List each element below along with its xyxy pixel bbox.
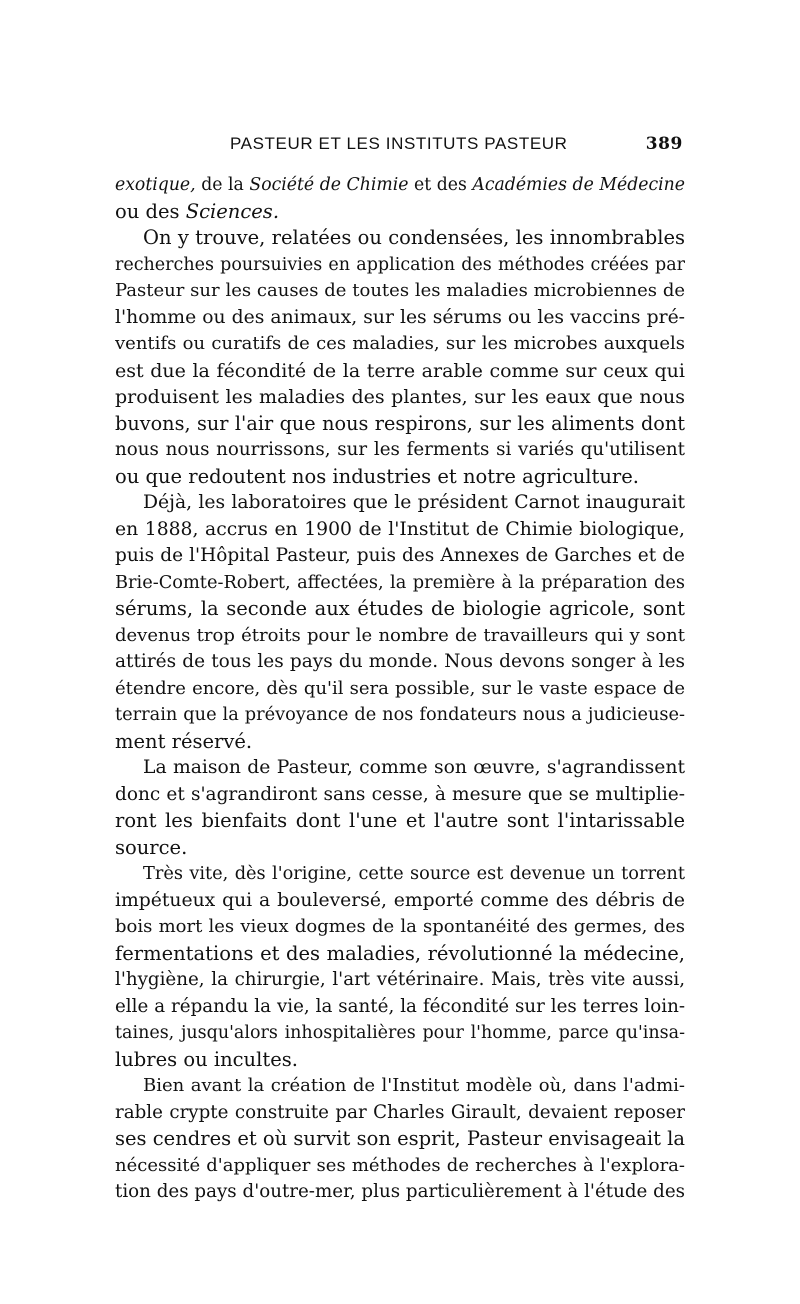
text-line <box>115 358 685 385</box>
text-line <box>115 888 685 915</box>
text-line <box>115 1126 685 1153</box>
italic-text: Société de Chimie <box>249 175 409 195</box>
text-line <box>115 782 685 809</box>
text-run: buvons, sur l'air que nous respirons, sur les aliments dont <box>115 411 685 435</box>
text-line <box>115 702 685 729</box>
paragraph <box>115 490 685 755</box>
text-run: donc et s'agrandiront sans cesse, à mesure que se multiplie- <box>115 783 685 805</box>
text-run: nécessité d'appliquer ses méthodes de recherches à l'explora- <box>115 1154 685 1176</box>
text-line <box>115 967 685 994</box>
text-line <box>115 225 685 252</box>
text-line <box>115 464 685 491</box>
text-line <box>115 543 685 570</box>
body-text <box>115 172 685 1206</box>
text-run: terrain que la prévoyance de nos fondateurs nous a judicieuse- <box>115 705 685 725</box>
text-run: ses cendres et où survit son esprit, Pasteur envisageait la <box>115 1127 685 1150</box>
text-line <box>115 437 685 464</box>
text-line <box>115 1100 685 1127</box>
text-line <box>115 914 685 941</box>
text-line <box>115 729 685 756</box>
paragraph <box>115 172 685 225</box>
text-run: recherches poursuivies en application des méthodes créées par <box>115 254 685 275</box>
text-line <box>115 1153 685 1180</box>
text-line <box>115 252 685 279</box>
text-line <box>115 331 685 358</box>
text-line <box>115 278 685 305</box>
text-run: Très vite, dès l'origine, cette source est devenue un torrent <box>143 864 685 884</box>
text-run: fermentations et des maladies, révolutionné la médecine, <box>115 941 685 965</box>
text-run: de la <box>195 175 250 195</box>
text-run: l'homme ou des animaux, sur les sérums ou les vaccins pré- <box>115 306 685 328</box>
text-run: taines, jusqu'alors inhospitalières pour l'homme, parce qu'insa- <box>115 1023 685 1043</box>
text-line <box>115 1179 685 1206</box>
text-run: Bien avant la création de l'Institut modèle où, dans l'admi- <box>143 1075 685 1096</box>
text-run: puis de l'Hôpital Pasteur, puis des Annexes de Garches et de <box>115 545 685 566</box>
text-run: ou que redoutent nos industries et notre agriculture. <box>115 464 639 488</box>
text-line <box>115 1073 685 1100</box>
text-line <box>115 199 685 226</box>
text-line <box>115 305 685 332</box>
text-run: l'hygiène, la chirurgie, l'art vétérinaire. Mais, très vite aussi, <box>115 969 685 990</box>
text-run: produisent les maladies des plantes, sur les eaux que nous <box>115 386 685 408</box>
text-line <box>115 1020 685 1047</box>
text-run: bois mort les vieux dogmes de la spontanéité des germes, des <box>115 916 685 937</box>
running-title: PASTEUR ET LES INSTITUTS PASTEUR <box>230 134 568 153</box>
text-line <box>115 994 685 1021</box>
text-run: elle a répandu la vie, la santé, la fécondité sur les terres loin- <box>115 995 685 1017</box>
text-run: impétueux qui a bouleversé, emporté comme des débris de <box>115 889 685 911</box>
text-run: rable crypte construite par Charles Girault, devaient reposer <box>115 1101 685 1123</box>
text-line <box>115 517 685 544</box>
text-line <box>115 490 685 517</box>
text-line <box>115 808 685 835</box>
text-run: lubres ou incultes. <box>115 1047 298 1071</box>
text-run: sérums, la seconde aux études de biologie agricole, sont <box>115 597 685 620</box>
text-line <box>115 755 685 782</box>
italic-text: Sciences. <box>185 199 280 223</box>
text-run: Brie-Comte-Robert, affectées, la première à la préparation des <box>115 572 685 593</box>
text-line <box>115 596 685 623</box>
text-run: ventifs ou curatifs de ces maladies, sur les microbes auxquels <box>115 333 685 354</box>
paragraph <box>115 225 685 490</box>
text-run: nous nous nourrissons, sur les ferments si variés qu'utilisent <box>115 439 685 460</box>
text-line <box>115 861 685 888</box>
text-line <box>115 941 685 968</box>
text-run: étendre encore, dès qu'il sera possible, sur le vaste espace de <box>115 677 685 699</box>
text-run: La maison de Pasteur, comme son œuvre, s'agrandissent <box>143 757 685 778</box>
text-run: On y trouve, relatées ou condensées, les innombrables <box>143 226 685 249</box>
text-run: ou des <box>115 199 186 223</box>
text-line <box>115 172 685 199</box>
text-line <box>115 623 685 650</box>
text-line <box>115 384 685 411</box>
text-run: Déjà, les laboratoires que le président Carnot inaugurait <box>143 492 685 513</box>
text-run: ront les bienfaits dont l'une et l'autre sont l'intarissable <box>115 809 685 832</box>
text-run: devenus trop étroits pour le nombre de travailleurs qui y sont <box>115 624 685 646</box>
text-run: attirés de tous les pays du monde. Nous devons songer à les <box>115 651 685 672</box>
paragraph <box>115 861 685 1073</box>
text-run: est due la fécondité de la terre arable comme sur ceux qui <box>115 359 685 382</box>
paragraph <box>115 755 685 861</box>
italic-text: Académies de Médecine <box>472 175 685 195</box>
italic-text: exotique, <box>115 175 196 195</box>
text-run: Pasteur sur les causes de toutes les maladies microbiennes de <box>115 280 685 301</box>
paragraph <box>115 1073 685 1206</box>
text-line <box>115 676 685 703</box>
text-line <box>115 411 685 438</box>
text-run: ment réservé. <box>115 729 253 753</box>
text-line <box>115 835 685 862</box>
text-run: et des <box>408 175 473 195</box>
text-run: en 1888, accrus en 1900 de l'Institut de Chimie biologique, <box>115 518 685 540</box>
text-line <box>115 1047 685 1074</box>
text-run: source. <box>115 835 188 859</box>
text-run: tion des pays d'outre-mer, plus particulièrement à l'étude des <box>115 1181 685 1202</box>
page-number: 389 <box>645 134 683 154</box>
running-head <box>115 134 685 160</box>
text-line <box>115 570 685 597</box>
text-line <box>115 649 685 676</box>
